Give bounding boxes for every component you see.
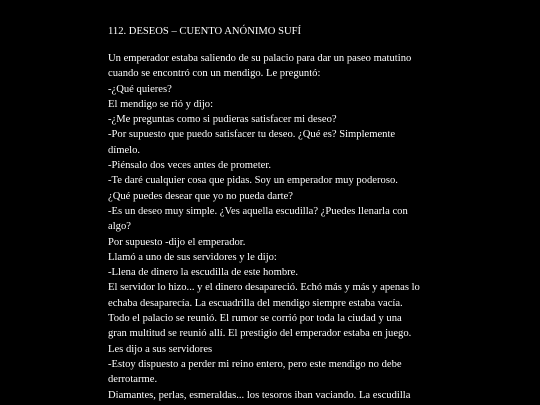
story-line: ¿Qué puedes desear que yo no pueda darte? [108, 190, 294, 202]
story-line: -Es un deseo muy simple. ¿Ves aquella escudilla? ¿Puedes llenarla con [108, 205, 408, 217]
story-line: -Por supuesto que puedo satisfacer tu deseo. ¿Qué es? Simplemente [108, 129, 396, 141]
story-line: -Piénsalo dos veces antes de prometer. [108, 160, 271, 172]
story-line: dímelo. [108, 144, 141, 156]
story-line: -¿Qué quieres? [108, 83, 172, 95]
story-line: -Estoy dispuesto a perder mi reino entero, pero este mendigo no debe [108, 358, 402, 370]
story-line: Un emperador estaba saliendo de su palacio para dar un paseo matutino [108, 53, 412, 64]
story-line: gran multitud se reunió allí. El prestigio del emperador estaba en juego. [108, 328, 412, 340]
story-line: -¿Me preguntas como si pudieras satisfacer mi deseo? [108, 114, 337, 126]
story-line: Todo el palacio se reunió. El rumor se corrió por toda la ciudad y una [108, 313, 402, 325]
story-line: Les dijo a sus servidores [108, 343, 213, 355]
story-line: Llamó a uno de sus servidores y le dijo: [108, 251, 277, 263]
story-line: Por supuesto -dijo el emperador. [108, 236, 246, 248]
story-line: cuando se encontró con un mendigo. Le preguntó: [108, 68, 321, 80]
story-line: -Te daré cualquier cosa que pidas. Soy un emperador muy poderoso. [108, 175, 398, 187]
story-line: -Llena de dinero la escudilla de este hombre. [108, 267, 299, 279]
story-line: Diamantes, perlas, esmeraldas... los tesoros iban vaciando. La escudilla [108, 389, 411, 401]
story-line: derrotarme. [108, 374, 158, 386]
story-body [108, 51, 448, 403]
story-line: El servidor lo hizo... y el dinero desapareció. Echó más y más y apenas lo [108, 282, 420, 294]
story-line: El mendigo se rió y dijo: [108, 98, 214, 110]
story-title: 112. DESEOS – CUENTO ANÓNIMO SUFÍ [108, 26, 302, 37]
story-line: echaba desaparecía. La escuadrilla del mendigo siempre estaba vacía. [108, 297, 403, 309]
story-line: algo? [108, 221, 131, 233]
